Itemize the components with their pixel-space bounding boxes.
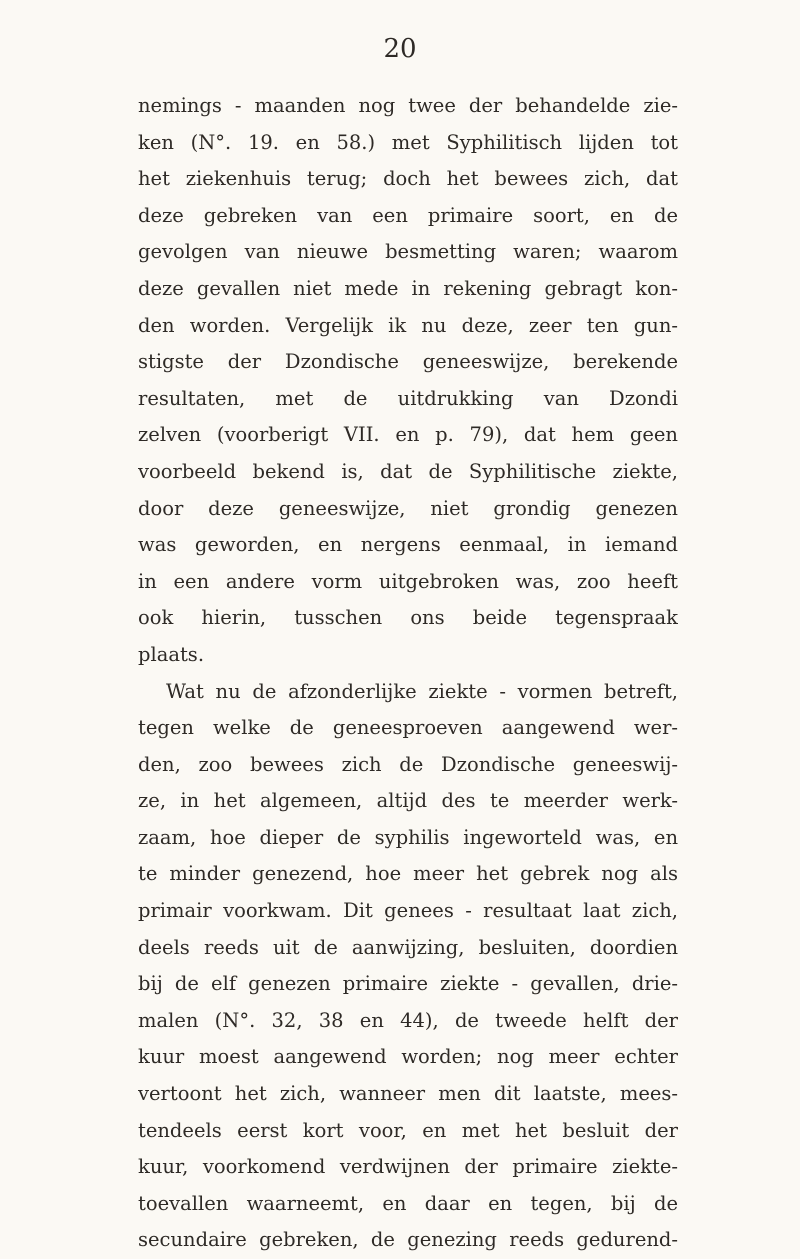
text-line: tendeels eerst kort voor, en met het besluit der <box>138 1113 678 1150</box>
paragraph <box>138 88 678 674</box>
text-line: in een andere vorm uitgebroken was, zoo heeft <box>138 564 678 601</box>
text-line: bij de elf genezen primaire ziekte - gevallen, drie- <box>138 966 678 1003</box>
text-line: den worden. Vergelijk ik nu deze, zeer ten gun- <box>138 308 678 345</box>
text-line: zelven (voorberigt VII. en p. 79), dat hem geen <box>138 417 678 454</box>
page-number: 20 <box>0 34 800 64</box>
text-line: tegen welke de geneesproeven aangewend wer- <box>138 710 678 747</box>
text-line: vertoont het zich, wanneer men dit laatste, mees- <box>138 1076 678 1113</box>
text-line: ook hierin, tusschen ons beide tegenspraak <box>138 600 678 637</box>
text-line: stigste der Dzondische geneeswijze, berekende <box>138 344 678 381</box>
text-line: plaats. <box>138 637 678 674</box>
text-line: kuur, voorkomend verdwijnen der primaire ziekte- <box>138 1149 678 1186</box>
text-line: secundaire gebreken, de genezing reeds gedurend- <box>138 1222 678 1259</box>
text-line: gevolgen van nieuwe besmetting waren; waarom <box>138 234 678 271</box>
text-line: het ziekenhuis terug; doch het bewees zich, dat <box>138 161 678 198</box>
text-line: Wat nu de afzonderlijke ziekte - vormen betreft, <box>138 674 678 711</box>
text-line: toevallen waarneemt, en daar en tegen, bij de <box>138 1186 678 1223</box>
text-line: malen (N°. 32, 38 en 44), de tweede helft der <box>138 1003 678 1040</box>
text-line: primair voorkwam. Dit genees - resultaat laat zich, <box>138 893 678 930</box>
text-line: was geworden, en nergens eenmaal, in iemand <box>138 527 678 564</box>
text-line: deze gevallen niet mede in rekening gebragt kon- <box>138 271 678 308</box>
text-line: den, zoo bewees zich de Dzondische geneeswij- <box>138 747 678 784</box>
paragraph <box>138 674 678 1259</box>
text-line: ze, in het algemeen, altijd des te meerder werk- <box>138 783 678 820</box>
text-line: ken (N°. 19. en 58.) met Syphilitisch lijden tot <box>138 125 678 162</box>
text-line: resultaten, met de uitdrukking van Dzondi <box>138 381 678 418</box>
text-line: kuur moest aangewend worden; nog meer echter <box>138 1039 678 1076</box>
text-line: nemings - maanden nog twee der behandelde zie- <box>138 88 678 125</box>
text-line: te minder genezend, hoe meer het gebrek nog als <box>138 856 678 893</box>
text-line: door deze geneeswijze, niet grondig genezen <box>138 491 678 528</box>
text-line: zaam, hoe dieper de syphilis ingeworteld was, en <box>138 820 678 857</box>
body-text <box>138 88 678 1259</box>
text-line: deze gebreken van een primaire soort, en de <box>138 198 678 235</box>
text-line: deels reeds uit de aanwijzing, besluiten, doordien <box>138 930 678 967</box>
text-line: voorbeeld bekend is, dat de Syphilitische ziekte, <box>138 454 678 491</box>
